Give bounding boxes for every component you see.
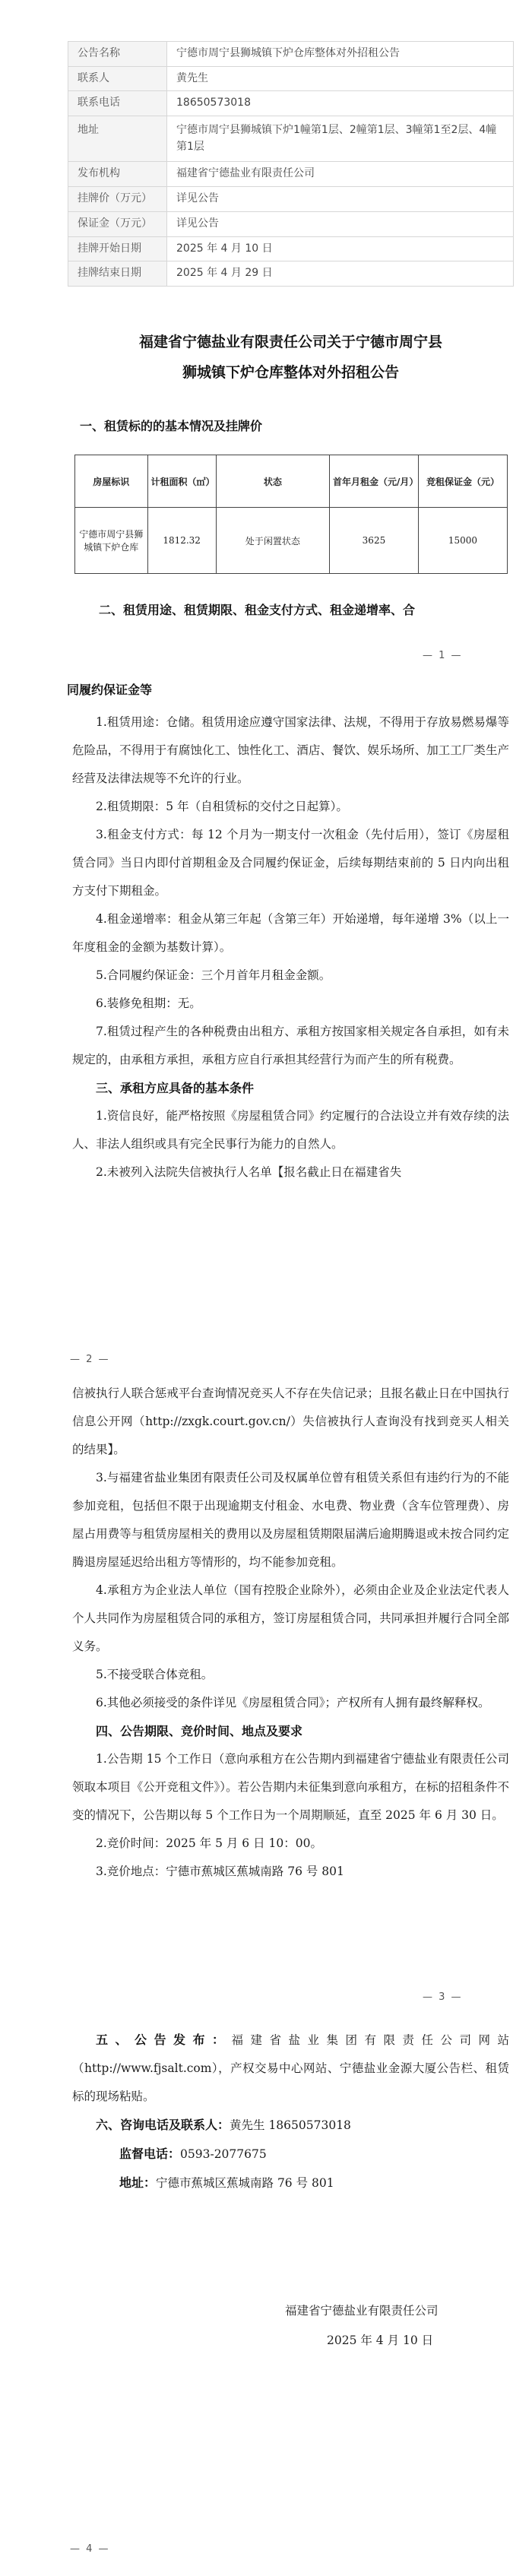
info-value: 详见公告 [167,187,514,212]
paragraph: 1.租赁用途：仓储。租赁用途应遵守国家法律、法规，不得用于存放易燃易爆等危险品，不得用于有腐蚀化工、蚀性化工、酒店、餐饮、娱乐场所、加工工厂类生产经营及法律法规等不允许的行业。 [72,715,509,785]
info-label: 地址 [68,116,167,162]
section-5-paragraph [72,2026,509,2111]
page-4-body [72,2026,509,2197]
info-row [68,187,514,212]
section-3-heading: 三、承租方应具备的基本条件 [96,1081,255,1095]
page-number: — 4 — [70,2543,110,2555]
info-row [68,116,514,162]
info-row [68,236,514,261]
paragraph: 6.装修免租期：无。 [96,996,201,1010]
info-label: 发布机构 [68,162,167,187]
paragraph: 7.租赁过程产生的各种税费由出租方、承租方按国家相关规定各自承担，如有未规定的，由承租方承担，承租方应自行承担其经营行为而产生的所有税费。 [72,1025,509,1066]
rent-cell: 15000 [418,508,507,574]
paragraph: 4.租金递增率：租金从第三年起（含第三年）开始递增，每年递增 3%（以上一年度租金的金额为基数计算）。 [72,912,509,954]
section-1-heading: 一、租赁标的的基本情况及挂牌价 [80,419,263,433]
title-line-1: 福建省宁德盐业有限责任公司关于宁德市周宁县 [138,334,442,350]
page-number: — 1 — [423,650,463,661]
paragraph: 1.公告期 15 个工作日（意向承租方在公告期内到福建省宁德盐业有限责任公司领取本项目《公开竞租文件》）。若公告期内未征集到意向承租方，在标的招租条件不变的情况下，公告期以每 5 个工作日为一个周期顺延，直至 2025 年 6 月 30 日。 [72,1752,509,1822]
section-2-heading: 二、租赁用途、租赁期限、租金支付方式、租金递增率、合 [99,603,416,617]
rent-header-cell: 竞租保证金（元） [418,455,507,508]
rent-cell: 1812.32 [147,508,216,574]
paragraph: 3.租金支付方式：每 12 个月为一期支付一次租金（先付后用），签订《房屋租赁合同》当日内即付首期租金及合同履约保证金，后续每期结束前的 5 日内向出租方支付下期租金。 [72,828,509,898]
page-number: — 2 — [70,1354,110,1365]
info-value: 宁德市周宁县狮城镇下炉仓库整体对外招租公告 [167,42,514,67]
info-label: 挂牌开始日期 [68,236,167,261]
document-title [72,327,509,388]
info-label: 保证金（万元） [68,211,167,236]
info-row [68,91,514,116]
paragraph: 5.合同履约保证金：三个月首年月租金金额。 [96,968,331,982]
section-4-heading: 四、公告期限、竞价时间、地点及要求 [96,1724,303,1738]
signature-date: 2025 年 4 月 10 日 [327,2334,434,2347]
rent-header-cell: 状态 [216,455,329,508]
contact-text: 黄先生 18650573018 [230,2118,351,2132]
info-value: 详见公告 [167,211,514,236]
info-row [68,261,514,287]
page-number: — 3 — [423,1991,463,2003]
section-2-heading-cont: 同履约保证金等 [67,683,153,697]
paragraph: 3.与福建省盐业集团有限责任公司及权属单位曾有租赁关系但有违约行为的不能参加竞租，包括但不限于出现逾期支付租金、水电费、物业费（含车位管理费）、房屋占用费等与租赁房屋相关的费用以及房屋租赁期限届满后逾期腾退或未按合同约定腾退房屋延迟给出租方等情形的，均不能参加竞租。 [72,1471,509,1569]
info-label: 联系电话 [68,91,167,116]
section-6-heading: 六、咨询电话及联系人： [96,2118,230,2132]
section-6-paragraph [72,2111,509,2140]
signature-org: 福建省宁德盐业有限责任公司 [285,2304,439,2318]
info-value: 黄先生 [167,66,514,91]
info-value: 宁德市周宁县狮城镇下炉1幢第1层、2幢第1层、3幢第1至2层、4幢第1层 [167,116,514,162]
info-label: 挂牌结束日期 [68,261,167,287]
info-label: 公告名称 [68,42,167,67]
supervision-label: 监督电话： [119,2147,181,2161]
paragraph: 2.租赁期限：5 年（自租赁标的交付之日起算）。 [96,800,348,813]
page-2-body [67,680,509,1187]
rent-header-cell: 首年月租金（元/月） [329,455,418,508]
info-value: 18650573018 [167,91,514,116]
info-value: 福建省宁德盐业有限责任公司 [167,162,514,187]
rent-cell: 3625 [329,508,418,574]
section-5-heading: 五、公告发布： [96,2033,232,2047]
info-row [68,211,514,236]
info-label: 联系人 [68,66,167,91]
paragraph: 5.不接受联合体竞租。 [96,1668,214,1681]
address-paragraph [72,2169,509,2197]
rent-table-header [75,455,508,508]
notice-info-table [68,41,514,287]
paragraph: 4.承租方为企业法人单位（国有控股企业除外），必须由企业及企业法定代表人个人共同作为房屋租赁合同的承租方，签订房屋租赁合同，共同承担并履行合同全部义务。 [72,1583,509,1653]
address-label: 地址： [119,2175,157,2190]
info-value: 2025 年 4 月 29 日 [167,261,514,287]
info-row [68,42,514,67]
page-3-body [72,1380,509,1886]
paragraph: 1.资信良好，能严格按照《房屋租赁合同》约定履行的合法设立并有效存续的法人、非法人组织或具有完全民事行为能力的自然人。 [72,1109,509,1151]
title-line-2: 狮城镇下炉仓库整体对外招租公告 [182,364,399,381]
rent-table [74,455,508,574]
paragraph: 2.竞价时间：2025 年 5 月 6 日 10：00。 [96,1836,322,1850]
paragraph: 信被执行人联合惩戒平台查询情况竞买人不存在失信记录；且报名截止日在中国执行信息公开网（http://zxgk.court.gov.cn/）失信被执行人查询没有找到竞买人相关的结果】。 [72,1386,509,1456]
rent-header-cell: 计租面积（㎡） [147,455,216,508]
supervision-paragraph [72,2140,509,2169]
info-label: 挂牌价（万元） [68,187,167,212]
rent-cell: 宁德市周宁县狮城镇下炉仓库 [75,508,148,574]
paragraph: 6.其他必须接受的条件详见《房屋租赁合同》；产权所有人拥有最终解释权。 [96,1696,490,1709]
info-row [68,66,514,91]
section-5-text: 福建省盐业集团有限责任公司网站（http://www.fjsalt.com），产权交易中心网站、宁德盐业金源大厦公告栏、租赁标的现场粘贴。 [72,2033,509,2103]
info-value: 2025 年 4 月 10 日 [167,236,514,261]
supervision-phone: 0593-2077675 [180,2147,267,2161]
rent-header-cell: 房屋标识 [75,455,148,508]
rent-table-row [75,508,508,574]
paragraph: 2.未被列入法院失信被执行人名单【报名截止日在福建省失 [96,1165,402,1179]
info-row [68,162,514,187]
rent-cell: 处于闲置状态 [216,508,329,574]
paragraph: 3.竞价地点：宁德市蕉城区蕉城南路 76 号 801 [96,1865,344,1878]
address-text: 宁德市蕉城区蕉城南路 76 号 801 [156,2176,334,2190]
